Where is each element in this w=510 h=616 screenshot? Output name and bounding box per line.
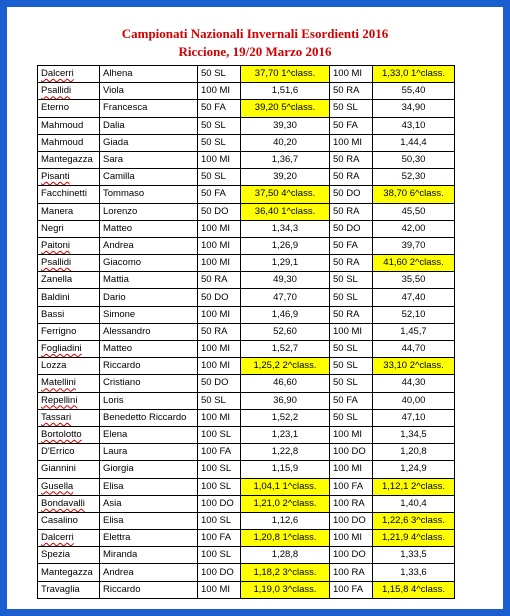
result-2-cell: 50,30 xyxy=(373,151,455,168)
result-2-cell: 1,21,9 4^class. xyxy=(373,530,455,547)
event-1-cell: 50 DO xyxy=(198,203,241,220)
table-row xyxy=(38,358,455,375)
athlete-name-cell: Matteo xyxy=(100,220,198,237)
result-2-cell: 1,40,4 xyxy=(373,495,455,512)
result-2-cell: 1,22,6 3^class. xyxy=(373,512,455,529)
athlete-name-cell: Mattia xyxy=(100,272,198,289)
athlete-name-cell: Matteo xyxy=(100,341,198,358)
athlete-surname-cell: Ferrigno xyxy=(38,323,100,340)
event-2-cell: 100 MI xyxy=(330,530,373,547)
athlete-name-cell: Sara xyxy=(100,151,198,168)
result-1-cell: 1,19,0 3^class. xyxy=(241,581,330,598)
table-row xyxy=(38,237,455,254)
event-1-cell: 100 MI xyxy=(198,358,241,375)
table-row xyxy=(38,564,455,581)
event-2-cell: 100 MI xyxy=(330,461,373,478)
result-1-cell: 49,30 xyxy=(241,272,330,289)
result-2-cell: 52,10 xyxy=(373,306,455,323)
athlete-surname-cell: Dalcerri xyxy=(38,530,100,547)
result-1-cell: 36,90 xyxy=(241,392,330,409)
athlete-name-cell: Alessandro xyxy=(100,323,198,340)
athlete-surname-cell: Spezia xyxy=(38,547,100,564)
result-1-cell: 52,60 xyxy=(241,323,330,340)
result-2-cell: 38,70 6^class. xyxy=(373,186,455,203)
table-row xyxy=(38,547,455,564)
event-1-cell: 100 SL xyxy=(198,547,241,564)
event-1-cell: 50 RA xyxy=(198,323,241,340)
results-table-body xyxy=(38,66,455,599)
event-1-cell: 100 MI xyxy=(198,409,241,426)
athlete-name-cell: Francesca xyxy=(100,100,198,117)
athlete-name-cell: Dalia xyxy=(100,117,198,134)
athlete-name-cell: Elena xyxy=(100,426,198,443)
table-row xyxy=(38,306,455,323)
event-1-cell: 100 DO xyxy=(198,564,241,581)
athlete-name-cell: Cristiano xyxy=(100,375,198,392)
athlete-surname-cell: Mahmoud xyxy=(38,117,100,134)
athlete-name-cell: Elisa xyxy=(100,512,198,529)
table-row xyxy=(38,426,455,443)
athlete-surname-cell: Bassi xyxy=(38,306,100,323)
result-2-cell: 35,50 xyxy=(373,272,455,289)
result-2-cell: 1,45,7 xyxy=(373,323,455,340)
table-row xyxy=(38,151,455,168)
athlete-surname-cell: Fogliadini xyxy=(38,341,100,358)
event-1-cell: 50 SL xyxy=(198,169,241,186)
athlete-surname-cell: Mantegazza xyxy=(38,564,100,581)
athlete-surname-cell: Matellini xyxy=(38,375,100,392)
event-1-cell: 50 SL xyxy=(198,117,241,134)
table-row xyxy=(38,186,455,203)
event-1-cell: 50 SL xyxy=(198,134,241,151)
event-2-cell: 100 DO xyxy=(330,444,373,461)
results-table xyxy=(37,65,455,599)
event-2-cell: 50 RA xyxy=(330,255,373,272)
event-1-cell: 50 SL xyxy=(198,66,241,83)
athlete-name-cell: Andrea xyxy=(100,564,198,581)
result-1-cell: 1,29,1 xyxy=(241,255,330,272)
event-1-cell: 100 MI xyxy=(198,581,241,598)
athlete-surname-cell: Psallidi xyxy=(38,255,100,272)
athlete-surname-cell: Manera xyxy=(38,203,100,220)
result-1-cell: 39,20 5^class. xyxy=(241,100,330,117)
athlete-surname-cell: Mahmoud xyxy=(38,134,100,151)
athlete-surname-cell: Travaglia xyxy=(38,581,100,598)
athlete-name-cell: Miranda xyxy=(100,547,198,564)
event-1-cell: 100 MI xyxy=(198,306,241,323)
table-row xyxy=(38,341,455,358)
athlete-surname-cell: Giannini xyxy=(38,461,100,478)
athlete-name-cell: Benedetto Riccardo xyxy=(100,409,198,426)
event-2-cell: 100 FA xyxy=(330,581,373,598)
athlete-surname-cell: Dalcerri xyxy=(38,66,100,83)
athlete-name-cell: Alhena xyxy=(100,66,198,83)
athlete-name-cell: Elettra xyxy=(100,530,198,547)
athlete-name-cell: Riccardo xyxy=(100,358,198,375)
event-1-cell: 100 SL xyxy=(198,461,241,478)
table-row xyxy=(38,203,455,220)
athlete-surname-cell: Paitoni xyxy=(38,237,100,254)
result-2-cell: 42,00 xyxy=(373,220,455,237)
result-1-cell: 1,25,2 2^class. xyxy=(241,358,330,375)
result-2-cell: 52,30 xyxy=(373,169,455,186)
result-2-cell: 1,44,4 xyxy=(373,134,455,151)
result-2-cell: 1,33,6 xyxy=(373,564,455,581)
result-2-cell: 43,10 xyxy=(373,117,455,134)
athlete-name-cell: Asia xyxy=(100,495,198,512)
result-2-cell: 45,50 xyxy=(373,203,455,220)
athlete-surname-cell: D'Errico xyxy=(38,444,100,461)
result-2-cell: 33,10 2^class. xyxy=(373,358,455,375)
athlete-surname-cell: Eterno xyxy=(38,100,100,117)
athlete-surname-cell: Repellini xyxy=(38,392,100,409)
table-row xyxy=(38,392,455,409)
result-2-cell: 44,70 xyxy=(373,341,455,358)
athlete-name-cell: Riccardo xyxy=(100,581,198,598)
event-2-cell: 100 MI xyxy=(330,323,373,340)
athlete-name-cell: Loris xyxy=(100,392,198,409)
athlete-surname-cell: Gusella xyxy=(38,478,100,495)
athlete-name-cell: Lorenzo xyxy=(100,203,198,220)
result-1-cell: 1,52,7 xyxy=(241,341,330,358)
athlete-surname-cell: Lozza xyxy=(38,358,100,375)
result-1-cell: 1,26,9 xyxy=(241,237,330,254)
athlete-surname-cell: Negri xyxy=(38,220,100,237)
athlete-name-cell: Viola xyxy=(100,83,198,100)
athlete-surname-cell: Facchinetti xyxy=(38,186,100,203)
athlete-surname-cell: Baldini xyxy=(38,289,100,306)
event-2-cell: 50 FA xyxy=(330,392,373,409)
table-row xyxy=(38,83,455,100)
event-2-cell: 100 MI xyxy=(330,426,373,443)
athlete-surname-cell: Bondavalli xyxy=(38,495,100,512)
table-row xyxy=(38,255,455,272)
result-1-cell: 1,36,7 xyxy=(241,151,330,168)
event-2-cell: 50 SL xyxy=(330,272,373,289)
event-2-cell: 50 DO xyxy=(330,220,373,237)
table-row xyxy=(38,375,455,392)
event-2-cell: 100 FA xyxy=(330,478,373,495)
event-1-cell: 100 MI xyxy=(198,237,241,254)
event-1-cell: 50 RA xyxy=(198,272,241,289)
result-1-cell: 37,50 4^class. xyxy=(241,186,330,203)
event-2-cell: 100 RA xyxy=(330,564,373,581)
athlete-surname-cell: Bortolotto xyxy=(38,426,100,443)
result-2-cell: 44,30 xyxy=(373,375,455,392)
event-2-cell: 100 MI xyxy=(330,66,373,83)
result-2-cell: 1,20,8 xyxy=(373,444,455,461)
result-2-cell: 55,40 xyxy=(373,83,455,100)
event-2-cell: 100 DO xyxy=(330,547,373,564)
event-2-cell: 50 SL xyxy=(330,289,373,306)
event-1-cell: 100 MI xyxy=(198,220,241,237)
event-2-cell: 50 SL xyxy=(330,375,373,392)
result-2-cell: 1,34,5 xyxy=(373,426,455,443)
result-1-cell: 1,34,3 xyxy=(241,220,330,237)
document-subtitle: Riccione, 19/20 Marzo 2016 xyxy=(178,44,332,59)
athlete-name-cell: Tommaso xyxy=(100,186,198,203)
event-2-cell: 100 RA xyxy=(330,495,373,512)
result-1-cell: 36,40 1^class. xyxy=(241,203,330,220)
event-1-cell: 50 FA xyxy=(198,186,241,203)
result-2-cell: 1,33,5 xyxy=(373,547,455,564)
table-row xyxy=(38,512,455,529)
result-1-cell: 1,28,8 xyxy=(241,547,330,564)
result-1-cell: 1,04,1 1^class. xyxy=(241,478,330,495)
event-2-cell: 50 SL xyxy=(330,341,373,358)
event-2-cell: 50 FA xyxy=(330,237,373,254)
table-row xyxy=(38,530,455,547)
result-1-cell: 47,70 xyxy=(241,289,330,306)
result-2-cell: 47,40 xyxy=(373,289,455,306)
event-1-cell: 100 FA xyxy=(198,444,241,461)
result-1-cell: 40,20 xyxy=(241,134,330,151)
event-2-cell: 100 DO xyxy=(330,512,373,529)
event-1-cell: 100 SL xyxy=(198,426,241,443)
event-2-cell: 50 RA xyxy=(330,83,373,100)
result-1-cell: 46,60 xyxy=(241,375,330,392)
athlete-name-cell: Giorgia xyxy=(100,461,198,478)
result-2-cell: 40,00 xyxy=(373,392,455,409)
athlete-name-cell: Camilla xyxy=(100,169,198,186)
event-1-cell: 100 DO xyxy=(198,495,241,512)
athlete-surname-cell: Casalino xyxy=(38,512,100,529)
event-2-cell: 50 RA xyxy=(330,306,373,323)
athlete-name-cell: Dario xyxy=(100,289,198,306)
athlete-surname-cell: Pisanti xyxy=(38,169,100,186)
table-row xyxy=(38,117,455,134)
result-1-cell: 1,22,8 xyxy=(241,444,330,461)
result-2-cell: 1,33,0 1^class. xyxy=(373,66,455,83)
event-1-cell: 100 MI xyxy=(198,255,241,272)
event-2-cell: 50 SL xyxy=(330,358,373,375)
result-2-cell: 41,60 2^class. xyxy=(373,255,455,272)
result-2-cell: 47,10 xyxy=(373,409,455,426)
table-row xyxy=(38,169,455,186)
event-1-cell: 100 SL xyxy=(198,478,241,495)
document-title: Campionati Nazionali Invernali Esordienti 2016 xyxy=(121,26,389,41)
event-2-cell: 50 DO xyxy=(330,186,373,203)
table-row xyxy=(38,409,455,426)
event-2-cell: 50 RA xyxy=(330,151,373,168)
table-row xyxy=(38,444,455,461)
result-2-cell: 34,90 xyxy=(373,100,455,117)
table-row xyxy=(38,272,455,289)
table-row xyxy=(38,478,455,495)
result-1-cell: 1,18,2 3^class. xyxy=(241,564,330,581)
table-row xyxy=(38,581,455,598)
event-1-cell: 50 DO xyxy=(198,289,241,306)
event-1-cell: 100 FA xyxy=(198,530,241,547)
event-1-cell: 50 DO xyxy=(198,375,241,392)
result-1-cell: 39,30 xyxy=(241,117,330,134)
event-2-cell: 50 RA xyxy=(330,203,373,220)
event-1-cell: 50 SL xyxy=(198,392,241,409)
result-1-cell: 1,20,8 1^class. xyxy=(241,530,330,547)
event-2-cell: 100 MI xyxy=(330,134,373,151)
athlete-surname-cell: Psallidi xyxy=(38,83,100,100)
result-1-cell: 39,20 xyxy=(241,169,330,186)
result-2-cell: 1,15,8 4^class. xyxy=(373,581,455,598)
table-row xyxy=(38,220,455,237)
event-2-cell: 50 FA xyxy=(330,117,373,134)
result-1-cell: 37,70 1^class. xyxy=(241,66,330,83)
event-1-cell: 100 MI xyxy=(198,341,241,358)
event-2-cell: 50 SL xyxy=(330,409,373,426)
athlete-surname-cell: Zanella xyxy=(38,272,100,289)
athlete-name-cell: Giacomo xyxy=(100,255,198,272)
table-row xyxy=(38,461,455,478)
table-row xyxy=(38,100,455,117)
result-1-cell: 1,15,9 xyxy=(241,461,330,478)
athlete-name-cell: Simone xyxy=(100,306,198,323)
table-row xyxy=(38,323,455,340)
result-1-cell: 1,21,0 2^class. xyxy=(241,495,330,512)
athlete-surname-cell: Mantegazza xyxy=(38,151,100,168)
event-2-cell: 50 RA xyxy=(330,169,373,186)
athlete-surname-cell: Tassari xyxy=(38,409,100,426)
athlete-name-cell: Elisa xyxy=(100,478,198,495)
result-1-cell: 1,23,1 xyxy=(241,426,330,443)
table-row xyxy=(38,495,455,512)
result-2-cell: 1,24,9 xyxy=(373,461,455,478)
table-row xyxy=(38,289,455,306)
event-2-cell: 50 SL xyxy=(330,100,373,117)
result-1-cell: 1,52,2 xyxy=(241,409,330,426)
result-1-cell: 1,12,6 xyxy=(241,512,330,529)
result-1-cell: 1,46,9 xyxy=(241,306,330,323)
event-1-cell: 100 SL xyxy=(198,512,241,529)
athlete-name-cell: Andrea xyxy=(100,237,198,254)
event-1-cell: 50 FA xyxy=(198,100,241,117)
result-1-cell: 1,51,6 xyxy=(241,83,330,100)
result-2-cell: 1,12,1 2^class. xyxy=(373,478,455,495)
result-2-cell: 39,70 xyxy=(373,237,455,254)
table-row xyxy=(38,134,455,151)
athlete-name-cell: Laura xyxy=(100,444,198,461)
table-row xyxy=(38,66,455,83)
event-1-cell: 100 MI xyxy=(198,151,241,168)
athlete-name-cell: Giada xyxy=(100,134,198,151)
event-1-cell: 100 MI xyxy=(198,83,241,100)
